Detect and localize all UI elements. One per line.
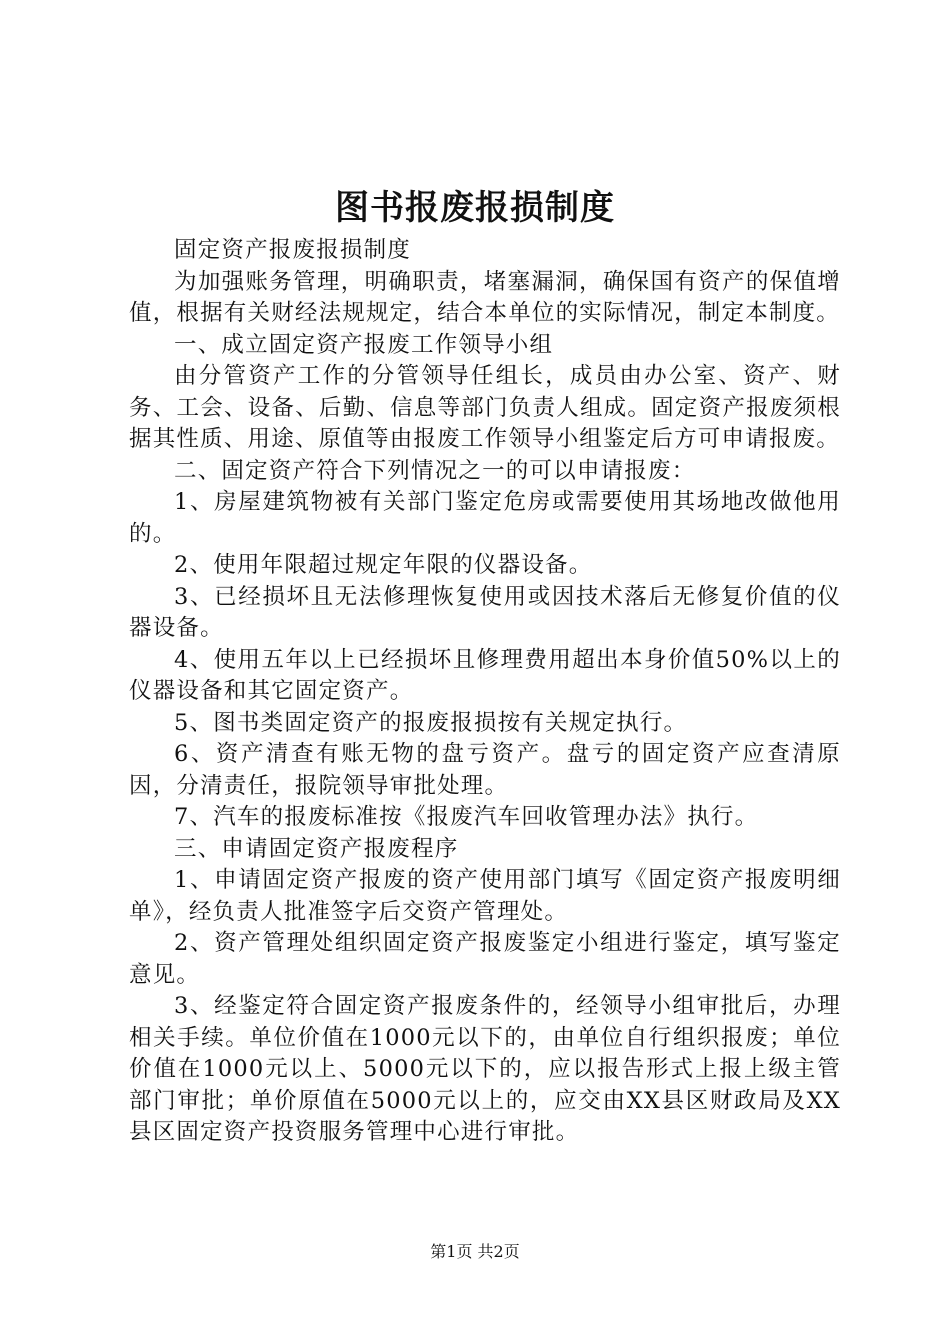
paragraph-subtitle: 固定资产报废报损制度 [174,237,412,263]
list-item-2-4: 4、使用五年以上已经损坏且修理费用超出本身价值50%以上的仪器设备和其它固定资产。 [129,646,841,704]
page-number-footer: 第1页 共2页 [430,1242,520,1261]
list-item-2-6: 6、资产清查有账无物的盘亏资产。盘亏的固定资产应查清原因，分清责任，报院领导审批处理。 [129,741,841,799]
list-item-2-1: 1、房屋建筑物被有关部门鉴定危房或需要使用其场地改做他用的。 [129,489,841,547]
list-item-3-3: 3、经鉴定符合固定资产报废条件的，经领导小组审批后，办理相关手续。单位价值在1000元以下的，由单位自行组织报废；单位价值在1000元以上、5000元以下的，应以报告形式上报上级主管部门审批；单价原值在5000元以上的，应交由XX县区财政局及XX县区固定资产投资服务管理中心进行审批。 [129,993,841,1145]
list-item-2-7: 7、汽车的报废标准按《报废汽车回收管理办法》执行。 [174,804,759,830]
list-item-2-2: 2、使用年限超过规定年限的仪器设备。 [174,552,593,578]
paragraph-section-1: 由分管资产工作的分管领导任组长，成员由办公室、资产、财务、工会、设备、后勤、信息等部门负责人组成。固定资产报废须根据其性质、用途、原值等由报废工作领导小组鉴定后方可申请报废。 [129,363,841,452]
section-heading-1: 一、成立固定资产报废工作领导小组 [174,331,554,358]
document-title: 图书报废报损制度 [335,188,615,228]
document-body [129,235,841,1149]
section-heading-2: 二、固定资产符合下列情况之一的可以申请报废： [174,457,696,484]
list-item-3-2: 2、资产管理处组织固定资产报废鉴定小组进行鉴定，填写鉴定意见。 [129,930,841,988]
paragraph-intro: 为加强账务管理，明确职责，堵塞漏洞，确保国有资产的保值增值，根据有关财经法规规定，结合本单位的实际情况，制定本制度。 [129,268,841,326]
section-heading-3: 三、申请固定资产报废程序 [174,835,459,862]
list-item-2-5: 5、图书类固定资产的报废报损按有关规定执行。 [174,709,688,736]
list-item-2-3: 3、已经损坏且无法修理恢复使用或因技术落后无修复价值的仪器设备。 [129,583,841,641]
list-item-3-1: 1、申请固定资产报废的资产使用部门填写《固定资产报废明细单》，经负责人批准签字后交资产管理处。 [129,867,841,925]
